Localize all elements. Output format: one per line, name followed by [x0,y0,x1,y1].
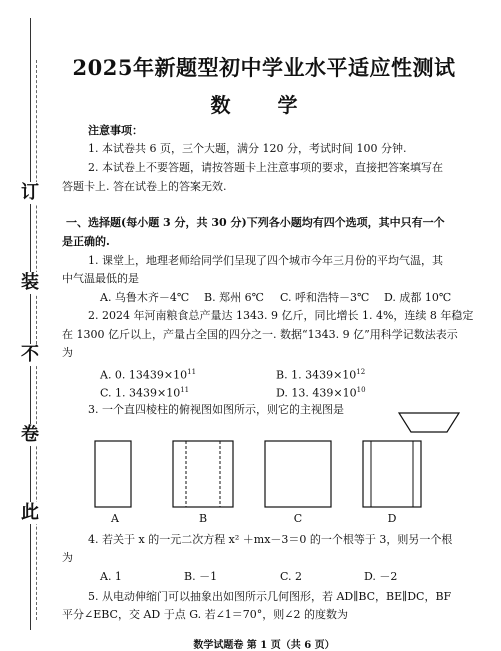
notice-heading: 注意事项： [88,124,143,137]
q1-option-a: A. 乌鲁木齐－4℃ [100,291,190,304]
q1-line1: 1. 课堂上，地理老师给同学们呈现了四个城市今年三月份的平均气温，其 [88,254,443,267]
q1-option-c: C. 呼和浩特－3℃ [280,291,370,304]
q4-line2: 为 [62,551,73,564]
q2-option-c: C. 1. $3439\times 10^{11}$ [100,386,190,400]
q3-figure-d [362,440,422,508]
q3-label-d: D [387,512,397,525]
q3-label-a: A [111,512,119,525]
q2-option-d: D. 13. $439\times 10^{10}$ [276,386,366,400]
q1-option-d: D. 成都 10℃ [384,291,452,304]
binding-margin [0,0,60,647]
q4-option-c: C. 2 [280,570,303,583]
q3-label-b: B [198,512,208,525]
q2-line1: 2. 2024 年河南粮食总产量达 1343. 9 亿斤，同比增长 1. 4%，连续 8 年稳定 [88,309,474,322]
q3-figure-c [264,440,332,508]
notice-item-2-line2: 答题卡上. 答在试卷上的答案无效. [62,180,227,193]
q1-option-b: B. 郑州 6℃ [204,291,264,304]
margin-char-bu: 不 [14,344,46,366]
notice-item-1: 1. 本试卷共 6 页，三个大题，满分 120 分，考试时间 100 分钟. [88,142,407,155]
q2-option-a: A. 0. $13439\times 10^{11}$ [100,368,197,382]
q5-line1: 5. 从电动伸缩门可以抽象出如图所示几何图形，若 AD∥BC，BE∥DC，BF [88,590,452,603]
q4-line1: 4. 若关于 x 的一元二次方程 x² ＋mx－3＝0 的一个根等于 3，则另一个根 [88,533,453,546]
section1-heading-line1: 一、选择题(每小题 3 分，共 30 分)下列各小题均有四个选项，其中只有一个 [66,216,445,229]
q3-label-c: C [293,512,303,525]
margin-char-ding: 订 [14,182,46,204]
margin-char-zhuang: 装 [14,272,46,294]
margin-char-juan: 卷 [14,424,46,446]
margin-char-ci: 此 [14,502,46,524]
q4-option-d: D. －2 [364,570,398,583]
section1-heading-line2: 是正确的. [62,235,110,248]
q5-line2: 平分∠EBC，交 AD 于点 G. 若∠1＝70°，则∠2 的度数为 [62,608,349,621]
q2-line2: 在 1300 亿斤以上，产量占全国的四分之一. 数据“1343. 9 亿”用科学记数法表示 [62,328,458,341]
q2-line3: 为 [62,346,73,359]
q4-option-a: A. 1 [100,570,122,583]
q3-figure-a [94,440,132,508]
subject-title: 数 学 [210,93,318,117]
binding-solid-line [30,18,31,630]
q4-option-b: B. －1 [184,570,218,583]
q1-line2: 中气温最低的是 [62,272,139,285]
notice-item-2-line1: 2. 本试卷上不要答题，请按答题卡上注意事项的要求，直接把答案填写在 [88,161,443,174]
q2-option-b: B. 1. $3439\times 10^{12}$ [276,368,366,382]
page-title: 2025年新题型初中学业水平适应性测试 [72,55,456,80]
page-footer: 数学试题卷 第 1 页（共 6 页） [193,640,335,651]
q3-figure-b [172,440,234,508]
binding-dashed-line [36,60,37,620]
q3-top-view-figure [398,412,460,434]
q3-line1: 3. 一个直四棱柱的俯视图如图所示，则它的主视图是 [88,403,344,416]
